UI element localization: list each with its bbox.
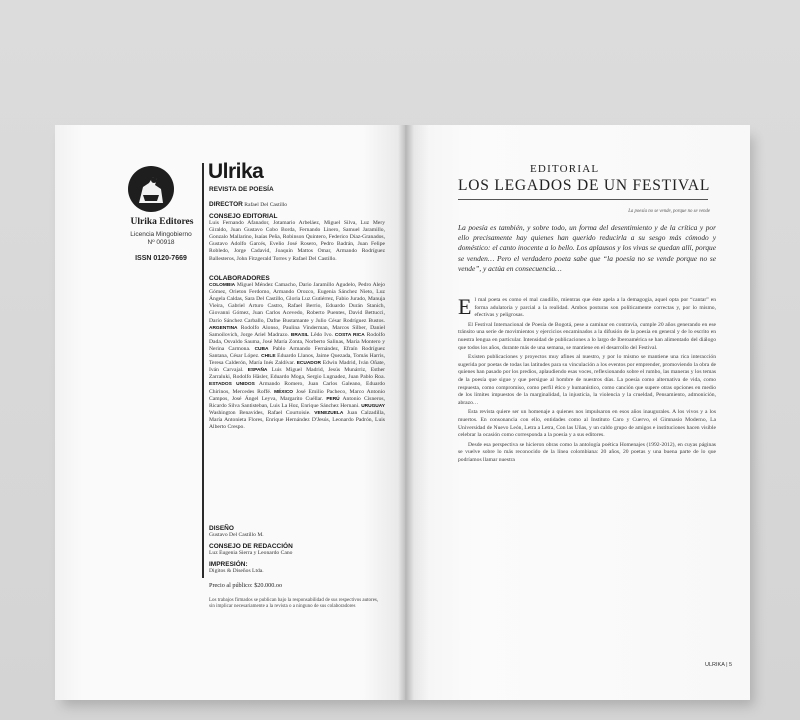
left-page (55, 125, 405, 700)
publisher-name: Ulrika Editores (130, 217, 194, 227)
price: Precio al público: $20.000.oo (209, 582, 283, 589)
paragraph: Desde esa perspectiva se hicieron obras como la antología poética Homenajes (1992-2012), en cuyas páginas se vuelve sobre lo más reconocido de la línea colombiana: 20 años, 20 poetas y una buena parte de lo que podríamos llamar nuestra (458, 441, 716, 463)
drop-cap: E (458, 294, 472, 319)
country-label: ESPAÑA (247, 368, 268, 374)
section-kicker: EDITORIAL (530, 163, 600, 175)
collaborator-names: Washington Benavides, Rafael Courtoisie. (209, 409, 311, 416)
redaccion-label: CONSEJO DE REDACCIÓN (209, 543, 293, 550)
collaborator-names: Eduardo Llanos, Jaime Quezada, Tomás Harris, Teresa Calderón, María Inés Zaldívar. (209, 353, 386, 367)
collaborator-names: Luis Miguel Madrid, Jesús Munárriz, Esther Zarraluki, Rodolfo Häsler, Eduardo Moga, Sergio Lugnadez, Juan Pablo Roa. (209, 367, 386, 381)
collaborator-names: Edwin Madrid, Iván Oñate, Iván Carvajal. (209, 360, 385, 374)
legal-notice: Los trabajos firmados se publican bajo la responsabilidad de sus respectivos autores, sin implicar necesariamente a la revista o a ninguno de sus colaboradores (209, 598, 379, 610)
paragraph: Existen publicaciones y proyectos muy afines al nuestro, y por lo mismo se mantiene una rica interacción sugerida por poetas de todas las latitudes para su vinculación a los eventos por emprender, promoviendo la obra de quienes han pasado por los predios, aplaudiendo esas voces, reflexionando sobre el rumbo, las maneras y los temas de la poesía que sigue y que persigue al hombre de nuestros días. La poesía como alternativa de vida, como respuesta, como compromiso, como perfil ético y humanístico, como canción que supere otras opciones en medio de los límites impuestos de la marginalidad, la injusticia, la violencia y la crueldad, Pensamiento, admonición, abrazo… (458, 354, 716, 406)
country-label: ECUADOR (296, 361, 321, 367)
country-label: URUGUAY (361, 403, 385, 409)
director-block (209, 201, 385, 209)
impresion-name: Digitos & Diseños Ltda. (209, 568, 264, 575)
paragraph-text: l mal poeta es como el mal caudillo, mientras que éste apela a la demagogia, aquel opta por “cantar” en forma adulatoria y parcial a la realidad. Ambos posturas son políticamente correctas y, por lo mismo, efectivas y peligrosas. (474, 297, 716, 319)
country-label: COLOMBIA (209, 283, 236, 289)
country-label: ESTADOS UNIDOS (209, 382, 255, 388)
page-folio: ULRIKA | 5 (705, 662, 733, 668)
diseno-name: Gustavo Del Castillo M. (209, 532, 264, 539)
spine-gutter (398, 125, 414, 700)
colaboradores-list (209, 282, 385, 431)
lead-paragraph: La poesía es también, y sobre todo, un forma del desentimiento y de la crítica y por ello precisamente hay quienes han querido reducirla a su sesgo más cómodo y doméstico: el canto inocente a lo bello. Los aplausos y los vivas se quedan allí, porque se venden… Pero el verdadero poeta sabe que “la poesía no se vende porque no se vende”, y actúa en consecuencia… (458, 223, 716, 273)
country-label: CUBA (254, 346, 269, 352)
article-body (458, 294, 716, 466)
paragraph: El Festival Internacional de Poesía de Bogotá, pese a caminar en contravía, cumple 20 años generando en ese tránsito una serie de movimientos y ejercicios encaminados a la difusión de la poesía en general y de lo escrito en nuestra lengua en particular. Intensidad de publicaciones a lo largo de Iberoamérica se han alimentado del diálogo que todos los años, durante más de una semana, se mantiene en el desarrollo del Festival. (458, 321, 716, 351)
collaborator-names: Armando Romero, Juan Carlos Galeano, Eduardo Chirinos, Mercedes Roffé. (209, 381, 385, 395)
diseno-block (209, 525, 385, 539)
colaboradores-block (209, 275, 385, 431)
title-rule (458, 199, 708, 200)
diseno-label: DISEÑO (209, 525, 234, 532)
redaccion-block (209, 543, 385, 557)
magazine-logo: Ulrika (208, 160, 264, 183)
redaccion-names: Luz Eugenia Sierra y Leonardo Cano (209, 550, 293, 557)
consejo-block (209, 213, 385, 263)
director-name: Rafael Del Castillo (244, 202, 288, 208)
paragraph: Esta revista quiere ser un homenaje a quienes nos impulsaron en esos años inaugurales. A los vivos y a los muertos. En consonancia con ello, entidades como al Instituto Caro y Cuervo, el Gimnasio Moderno, La Universidad de Nuevo León, Letra a Letra, Con las Uñas, y un caldo grupo de amigos e instituciones hacen visible celebrar la ocasión como corresponda a la poesía y a sus editores. (458, 409, 716, 439)
article-title: LOS LEGADOS DE UN FESTIVAL (458, 177, 711, 194)
impresion-label: IMPRESIÓN: (209, 561, 248, 568)
country-label: BRASIL (290, 332, 309, 338)
masthead-rule (202, 163, 204, 578)
country-label: MÉXICO (274, 389, 294, 395)
country-label: CHILE (261, 354, 276, 360)
impresion-block (209, 561, 385, 575)
collaborator-names: Juan Calzadilla, María Antonieta Flores, Enrique Hernández D'Jesús, Leonardo Padrón, Luis Alberto Crespo. (209, 409, 385, 430)
collaborator-names: Rodolfo Dada, Osvaldo Sauma, José María Zonta, Norberto Salinas, María Montero y Nerina Carmona. (209, 331, 386, 352)
country-label: VENEZUELA (314, 410, 344, 416)
country-label: COSTA RICA (334, 332, 365, 338)
director-label: DIRECTOR (209, 201, 243, 208)
right-page (405, 125, 750, 700)
collaborator-names: Lêdo Ivo. (310, 331, 333, 338)
collaborator-names: Miguel Méndez Camacho, Dario Jaramillo Agudelo, Pedro Alejo Gómez, Orieton Ferdomo, Armando Orozco, Eugenia Sánchez Nieto, Luz Ángela Caldas, Sara Del Castillo, Gloria Luz Gutiérrez, Fabio Jurado, Manuja Vieira, Gabriel Arturo Castro, Rafael Berrio, Eduardo Durán Stanich, Giovanni Gómez, Juan Carlos Acevedo, Roberto Puentes, David Bettucci, Darío Sánchez Carballo, Dafne Bustamante y Julio César Rodríguez Bustos. (209, 282, 385, 324)
collaborator-names: José Emilio Pacheco, Marco Antonio Campos, José Ángel Leyva, Margarito Cuéllar. (209, 388, 385, 402)
consejo-label: CONSEJO EDITORIAL (209, 213, 278, 220)
licence-number: Nº 00918 (147, 239, 175, 246)
licence-text: Licencia Mingobierno (130, 231, 192, 238)
paragraph (458, 294, 716, 320)
collaborator-names: Antonio Cisneros, Ricardo Silva Santisteban, Luis La Hoz, Enrique Sánchez Hernani. (209, 395, 386, 409)
country-label: PERÚ (326, 396, 340, 402)
publisher-emblem-icon (127, 165, 175, 213)
colaboradores-label: COLABORADORES (209, 275, 270, 282)
collaborator-names: Rodolfo Alonso, Paulina Vinderman, Marcos Silber, Daniel Samoilovich, Jorge Ariel Madrazo. (209, 324, 385, 338)
magazine-subtitle: REVISTA DE POESÍA (209, 186, 274, 193)
collaborator-names: Pablo Armando Fernández, Efraín Rodríguez Santana, César López. (209, 345, 386, 360)
consejo-list: Luis Fernando Afanador, Jotamario Arbeláez, Miguel Silva, Luz Mery Giraldo, Juan Gustavo Cobo Borda, Fernando Linero, Samuel Jaramillo, Gonzalo Mallarino, Isaías Peña, Robinson Quintero, Federico Díaz-Granados, Gustavo Adolfo Garcés, Evelio José Rosero, Pedro Badrán, Juan Felipe Robledo, Jorge Cadavid, Joaquín Mattos Omar, Armando Rodríguez Ballesteros, John Fitzgerald Torres y Rafael Del Castillo. (209, 220, 385, 262)
issn: ISSN 0120-7669 (135, 255, 187, 262)
country-label: ARGENTINA (209, 325, 238, 331)
licence-block (121, 231, 201, 247)
epigraph: La poesía no se vende, porque no se vende (628, 209, 710, 214)
